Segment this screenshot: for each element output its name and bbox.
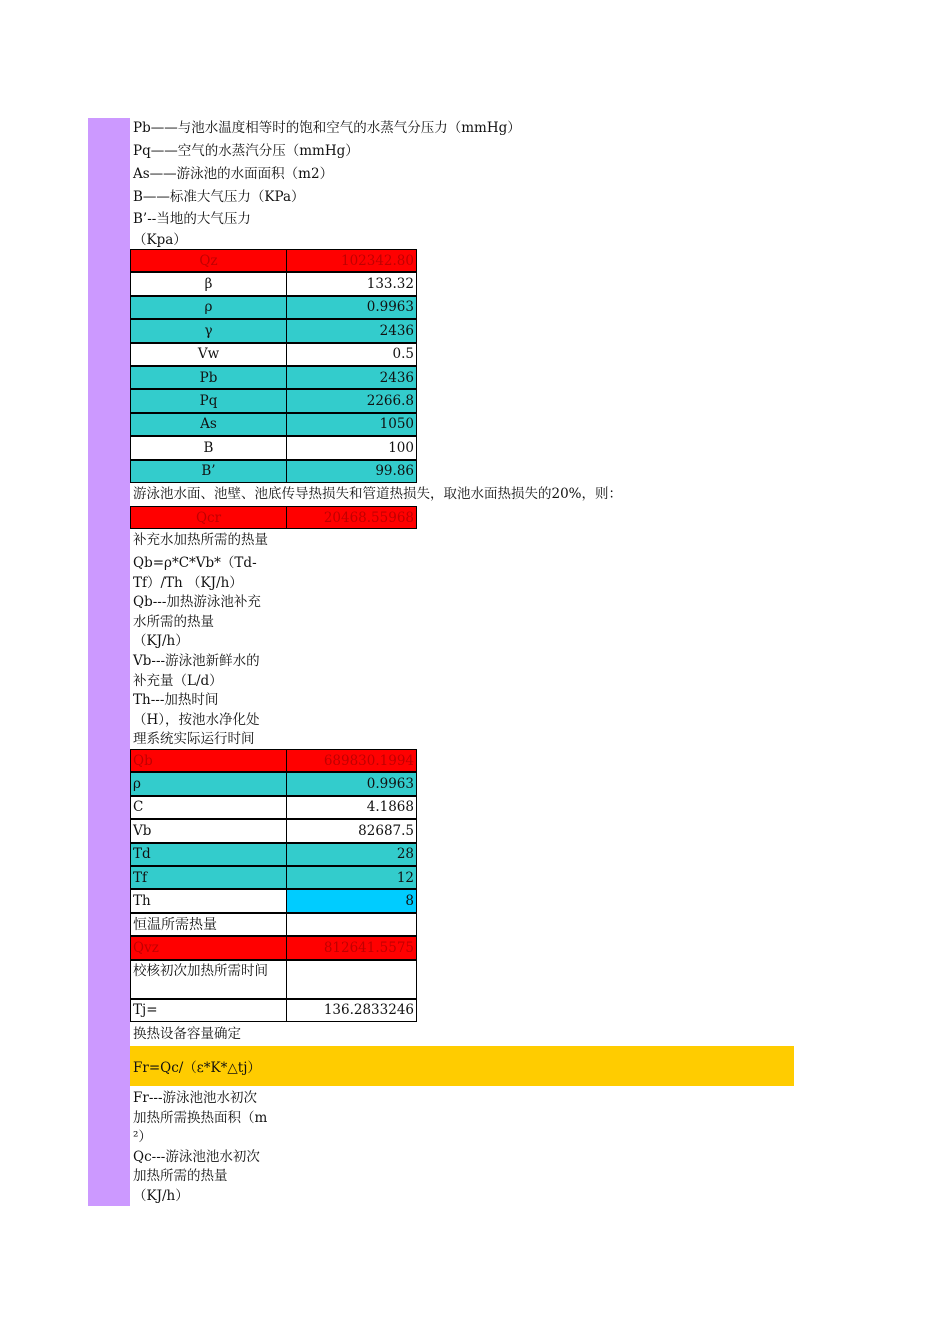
cell-label[interactable]: β [130, 272, 287, 295]
table-row-vb[interactable] [130, 819, 417, 842]
cell-label[interactable]: Tf [130, 866, 287, 889]
text-line: 补充水加热所需的热量 [133, 532, 268, 548]
table-row-qcr[interactable] [130, 506, 417, 529]
cell-value[interactable]: 2436 [287, 319, 417, 342]
table-row-c[interactable] [130, 796, 417, 819]
cell-value[interactable]: 812641.5575 [287, 936, 417, 959]
text-line: Pq——空气的水蒸汽分压（mmHg） [133, 143, 359, 159]
table-row-b[interactable] [130, 436, 417, 459]
cell-value[interactable]: 82687.5 [287, 819, 417, 842]
section-title: 换热设备容量确定 [133, 1026, 241, 1042]
table-row-td[interactable] [130, 843, 417, 866]
cell-label[interactable]: Tj= [130, 999, 287, 1022]
text-line: 理系统实际运行时间 [133, 731, 255, 747]
table-row-as[interactable] [130, 413, 417, 436]
formula-band[interactable] [130, 1046, 794, 1086]
cell-value[interactable]: 4.1868 [287, 796, 417, 819]
cell-value[interactable]: 0.9963 [287, 296, 417, 319]
cell-value[interactable]: 2436 [287, 366, 417, 389]
table-row-rho2[interactable] [130, 772, 417, 795]
cell-label[interactable]: Pq [130, 389, 287, 412]
cell-value[interactable]: 100 [287, 436, 417, 459]
cell-label[interactable]: B [130, 436, 287, 459]
cell-value[interactable]: 99.86 [287, 460, 417, 483]
table-row-gamma[interactable] [130, 319, 417, 342]
cell-label[interactable]: Vb [130, 819, 287, 842]
cell-value[interactable]: 0.9963 [287, 772, 417, 795]
cell-value[interactable] [287, 913, 417, 936]
table-row-b-prime[interactable] [130, 460, 417, 483]
cell-label[interactable]: 恒温所需热量 [130, 913, 287, 936]
text-line: 补充量（L/d） [133, 673, 223, 689]
table-row-qvz[interactable] [130, 936, 417, 959]
table-row-constant-heat[interactable] [130, 913, 417, 936]
table-row-qz[interactable] [130, 249, 417, 272]
table-row-qb[interactable] [130, 749, 417, 772]
cell-label[interactable]: ρ [130, 296, 287, 319]
text-line: ²） [133, 1129, 152, 1145]
text-line: Vb---游泳池新鲜水的 [133, 653, 260, 669]
cell-label[interactable]: Qb [130, 749, 287, 772]
cell-value[interactable]: 2266.8 [287, 389, 417, 412]
table-row-tf[interactable] [130, 866, 417, 889]
text-line: Fr---游泳池池水初次 [133, 1090, 258, 1106]
text-line: （KJ/h） [133, 1188, 189, 1204]
table-row-th[interactable] [130, 889, 417, 912]
cell-label[interactable]: ρ [130, 772, 287, 795]
table-row-check-time[interactable] [130, 960, 417, 999]
cell-label[interactable]: As [130, 413, 287, 436]
cell-label[interactable]: Pb [130, 366, 287, 389]
cell-value[interactable]: 1050 [287, 413, 417, 436]
text-line: 水所需的热量 [133, 614, 214, 630]
text-line: （H），按池水净化处 [133, 712, 260, 728]
cell-label[interactable]: C [130, 796, 287, 819]
cell-value[interactable]: 133.32 [287, 272, 417, 295]
table-row-vw[interactable] [130, 343, 417, 366]
row-header-strip [88, 118, 130, 1206]
cell-value[interactable]: 0.5 [287, 343, 417, 366]
cell-value[interactable] [287, 960, 417, 999]
cell-value[interactable]: 28 [287, 843, 417, 866]
text-line: Qb=ρ*C*Vb*（Td- [133, 555, 257, 571]
cell-value[interactable]: 8 [287, 889, 417, 912]
text-line: Qc---游泳池池水初次 [133, 1149, 260, 1165]
table-row-pq[interactable] [130, 389, 417, 412]
cell-label[interactable]: Qcr [130, 506, 287, 529]
cell-label[interactable]: Vw [130, 343, 287, 366]
text-line: B’--当地的大气压力 [133, 211, 251, 227]
table-row-beta[interactable] [130, 272, 417, 295]
cell-value[interactable]: 12 [287, 866, 417, 889]
table-row-rho[interactable] [130, 296, 417, 319]
cell-value[interactable]: 20468.55968 [287, 506, 417, 529]
cell-label[interactable]: Qz [130, 249, 287, 272]
cell-value[interactable]: 136.2833246 [287, 999, 417, 1022]
cell-label[interactable]: Td [130, 843, 287, 866]
table-row-pb[interactable] [130, 366, 417, 389]
cell-label[interactable]: 校核初次加热所需时间 [130, 960, 287, 999]
text-line: B——标准大气压力（KPa） [133, 189, 305, 205]
text-line: As——游泳池的水面面积（m2） [133, 166, 334, 182]
text-line: 加热所需的热量 [133, 1168, 228, 1184]
text-line: Tf）/Th （KJ/h） [133, 575, 243, 591]
cell-label[interactable]: B’ [130, 460, 287, 483]
formula-text: Fr=Qc/（ε*K*△tj） [133, 1060, 261, 1076]
cell-label[interactable]: Qvz [130, 936, 287, 959]
text-line: Th---加热时间 [133, 692, 219, 708]
table-row-tj[interactable] [130, 999, 417, 1022]
text-line: （Kpa） [133, 232, 187, 248]
cell-value[interactable]: 689830.1994 [287, 749, 417, 772]
cell-label[interactable]: Th [130, 889, 287, 912]
text-line: Qb---加热游泳池补充 [133, 594, 261, 610]
text-line: （KJ/h） [133, 633, 189, 649]
cell-value[interactable]: 102342.80 [287, 249, 417, 272]
text-line: Pb——与池水温度相等时的饱和空气的水蒸气分压力（mmHg） [133, 120, 521, 136]
text-line: 游泳池水面、池壁、池底传导热损失和管道热损失，取池水面热损失的20%，则： [133, 486, 623, 502]
cell-label[interactable]: γ [130, 319, 287, 342]
text-line: 加热所需换热面积（m [133, 1110, 268, 1126]
